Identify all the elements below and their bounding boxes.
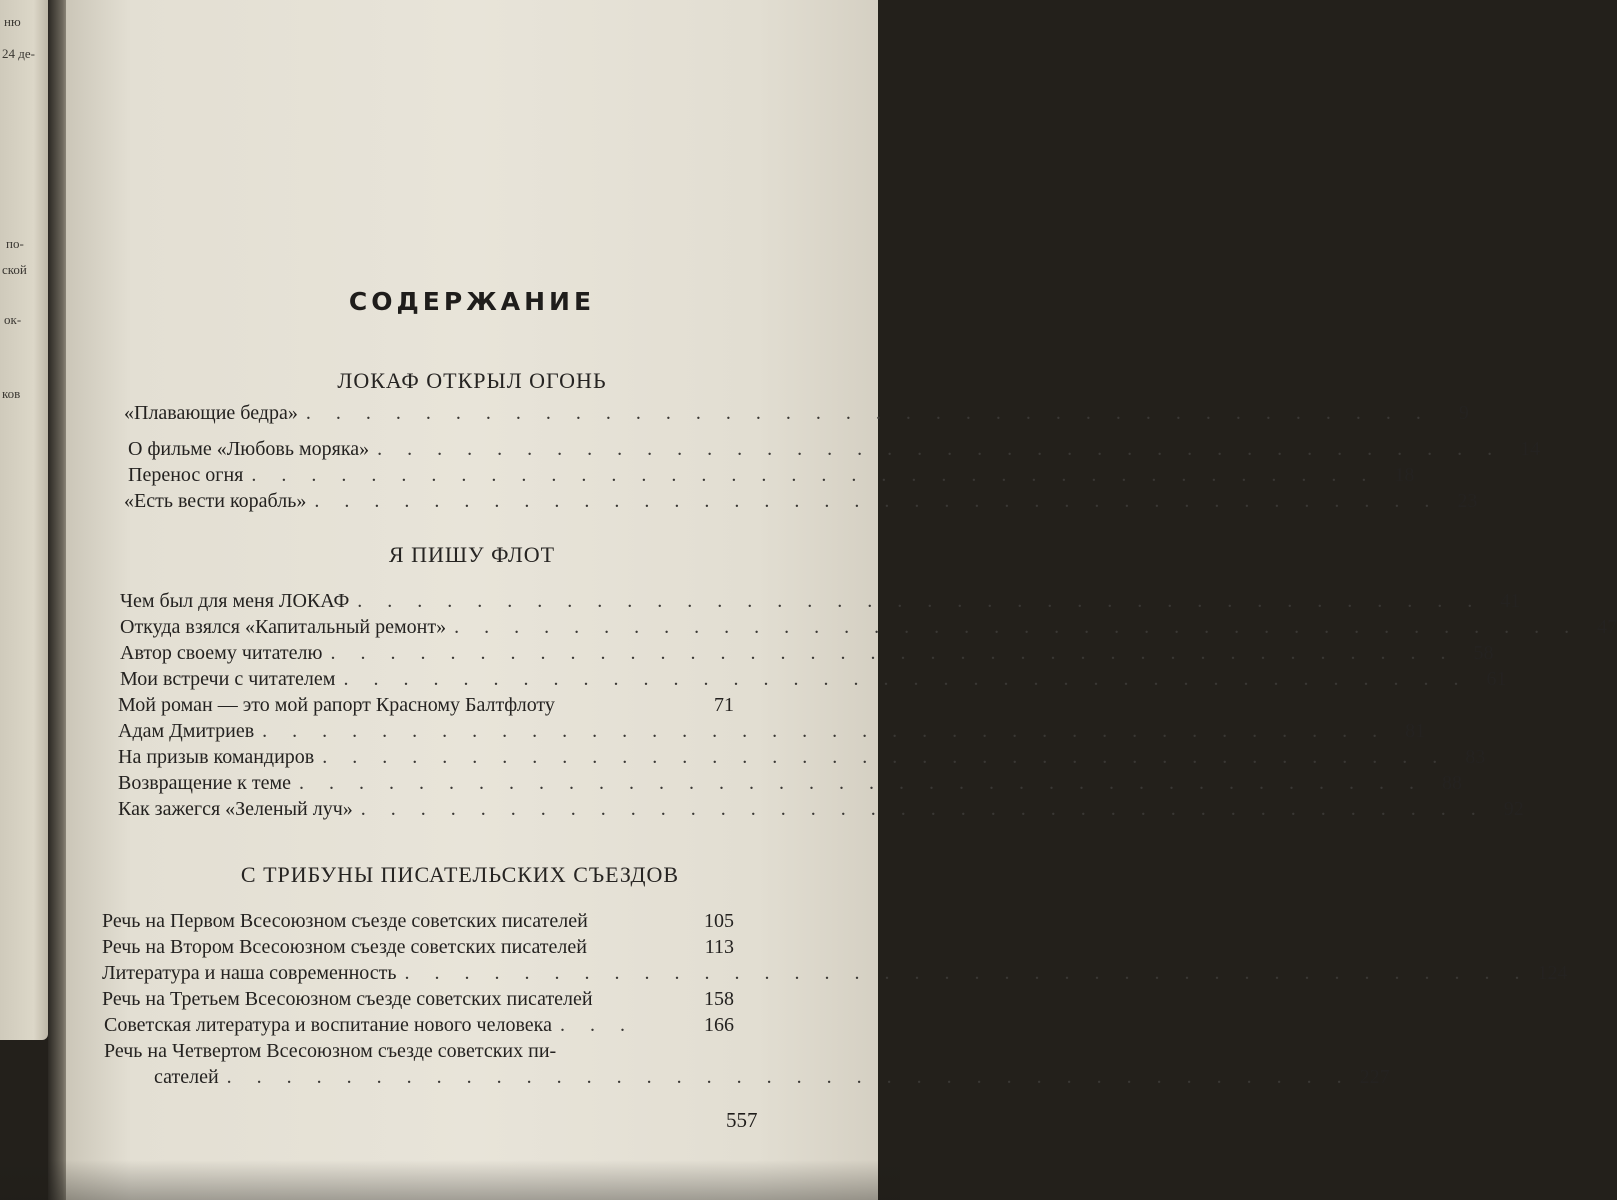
toc-entry[interactable] — [120, 666, 1507, 692]
toc-entry-title: Речь на Первом Всесоюзном съезде советских писателей — [102, 910, 588, 932]
toc-entry-page: 227 — [1359, 1066, 1390, 1088]
toc-entry-page: 158 — [704, 988, 734, 1010]
toc-entry[interactable] — [128, 436, 1541, 462]
section-heading: ЛОКАФ ОТКРЫЛ ОГОНЬ — [337, 368, 607, 393]
toc-entry-title: Речь на Втором Всесоюзном съезде советских писателей — [102, 936, 587, 958]
contents-page — [66, 0, 1617, 1200]
leader-dots: . . . . . . . . . . . . . . . . . . . . . . . . . . . . . . . . . . . . . . — [454, 616, 1580, 638]
toc-entry-title: Автор своему читателю — [120, 642, 323, 664]
leader-dots: . . . . . . . . . . . . . . . . . . . . . . . . . . . . . . . . . . . . . . — [357, 590, 1483, 612]
toc-entry[interactable] — [102, 934, 734, 960]
toc-entry-title: Мои встречи с читателем — [120, 668, 336, 690]
leader-dots: . . . . . . . . . . . . . . . . . . . . . . . . . . . . . . . . . . . . . . — [305, 402, 1431, 424]
toc-entry-title: Как зажегся «Зеленый луч» — [118, 798, 353, 820]
toc-entry-title: О фильме «Любовь моряка» — [128, 438, 370, 460]
toc-entry[interactable] — [102, 986, 734, 1012]
toc-entry[interactable] — [102, 908, 734, 934]
leader-dots: . . . . . . . . . . . . . . . . . . . . . . . . . . . . . . . . . . . . . . — [262, 720, 1388, 742]
toc-entry-page: 71 — [714, 694, 734, 716]
toc-entry-page: 14 — [1520, 438, 1541, 460]
leader-dots: . . . . . . . . . . . . . . . . . . . . . . . . . . . . . . . . . . . . . . — [322, 746, 1448, 768]
toc-entry[interactable] — [118, 744, 1486, 770]
toc-entry-page: 88 — [1442, 772, 1462, 794]
leader-dots: . . . . . . . . . . . . . . . . . . . . . . . . . . . . . . . . . . . . . . — [226, 1066, 1352, 1088]
toc-entry[interactable] — [120, 588, 1521, 614]
toc-entry-page: 41 — [1500, 590, 1521, 612]
facing-page-edge — [0, 0, 48, 1040]
toc-entry-page: 83 — [1465, 746, 1486, 768]
leader-dots: . . . . . . . . . . . . . . . . . . . . . . . . . . . . . . . . . . . . . . — [299, 772, 1424, 794]
toc-entry[interactable] — [120, 640, 1494, 666]
toc-entry-page: 18 — [1394, 464, 1415, 486]
toc-entry-title: Возвращение к теме — [118, 772, 291, 794]
toc-entry-title: Откуда взялся «Капитальный ремонт» — [120, 616, 447, 638]
section-heading: С ТРИБУНЫ ПИСАТЕЛЬСКИХ СЪЕЗДОВ — [240, 862, 680, 887]
toc-entry-title: Мой роман — это мой рапорт Красному Балтфлоту — [118, 694, 555, 716]
toc-entry[interactable] — [104, 1012, 734, 1038]
toc-entry[interactable] — [124, 488, 1478, 514]
toc-entry-page: 58 — [1473, 642, 1494, 664]
section-heading: Я ПИШУ ФЛОТ — [388, 542, 556, 567]
toc-entry-title: Перенос огня — [128, 464, 244, 486]
toc-entry-page: 113 — [704, 936, 734, 958]
toc-entry-page: 61 — [1486, 668, 1507, 690]
toc-entry-title: «Плавающие бедра» — [124, 402, 298, 424]
toc-entry-title: «Есть вести корабль» — [124, 490, 307, 512]
toc-entry-page: 166 — [704, 1014, 734, 1036]
toc-entry-title: Адам Дмитриев — [118, 720, 255, 742]
facing-page-fragment: 24 де- — [2, 46, 35, 61]
toc-entry-page: 9 — [1458, 402, 1469, 424]
page-number: 557 — [726, 1108, 758, 1132]
toc-entry[interactable] — [118, 796, 1524, 822]
leader-dots: . . . . . . . . . . . . . . . . . . . . . . . . . . . . . . . . . . . . . . — [314, 490, 1440, 512]
facing-page-fragment: ню — [4, 14, 21, 29]
toc-entry[interactable] — [102, 960, 1568, 986]
shadow-edge — [0, 1160, 900, 1200]
toc-entry[interactable] — [118, 718, 1426, 744]
toc-entry[interactable] — [120, 614, 1617, 640]
toc-entry-title: На призыв командиров — [118, 746, 315, 768]
toc-entry[interactable] — [104, 1038, 734, 1064]
toc-entry-title: Чем был для меня ЛОКАФ — [120, 590, 350, 612]
facing-page-fragment: ской — [2, 262, 27, 277]
toc-entry-page: 23 — [1457, 490, 1478, 512]
toc-entry-title: Советская литература и воспитание нового человека — [104, 1014, 552, 1036]
leader-dots: . . . . . . . . . . . . . . . . . . . . . . . . . . . . . . . . . . . . . . — [377, 438, 1503, 460]
facing-page-fragment: ок- — [4, 312, 22, 327]
toc-entry-page: 47 — [1597, 616, 1617, 638]
toc-entry-page: 105 — [704, 910, 734, 932]
page-title: СОДЕРЖАНИЕ — [348, 287, 596, 316]
facing-page-fragment: по- — [6, 236, 24, 251]
leader-dots: . . . . . . . . . . . . . . . . . . . . . . . . . . . . . . . . . . . . . . — [330, 642, 1456, 664]
leader-dots: . . . . . . . . . . . . . . . . . . . . . . . . . . . . . . . . . . . . . . — [251, 464, 1377, 486]
toc-entry[interactable] — [124, 400, 1469, 426]
toc-entry-title: Речь на Четвертом Всесоюзном съезде советских пи- — [104, 1040, 557, 1062]
toc-entry-title: сателей — [154, 1066, 219, 1088]
leader-dots: . . . — [559, 1014, 635, 1036]
toc-entry-page: 92 — [1503, 798, 1524, 820]
leader-dots: . . . . . . . . . . . . . . . . . . . . . . . . . . . . . . . . . . . . . . — [360, 798, 1486, 820]
leader-dots: . . . . . . . . . . . . . . . . . . . . . . . . . . . . . . . . . . . . . . — [343, 668, 1469, 690]
toc-entry[interactable] — [128, 462, 1415, 488]
toc-entry[interactable] — [118, 692, 734, 718]
toc-entry[interactable] — [154, 1064, 1390, 1090]
toc-entry-page: 124 — [1537, 962, 1568, 984]
toc-entry[interactable] — [118, 770, 1462, 796]
toc-entry-page: 81 — [1405, 720, 1426, 742]
facing-page-fragment: ков — [2, 386, 21, 401]
toc-entry-title: Литература и наша современность — [102, 962, 397, 984]
toc-entry-title: Речь на Третьем Всесоюзном съезде советских писателей — [102, 988, 593, 1010]
leader-dots: . . . . . . . . . . . . . . . . . . . . . . . . . . . . . . . . . . . . . . — [404, 962, 1530, 984]
